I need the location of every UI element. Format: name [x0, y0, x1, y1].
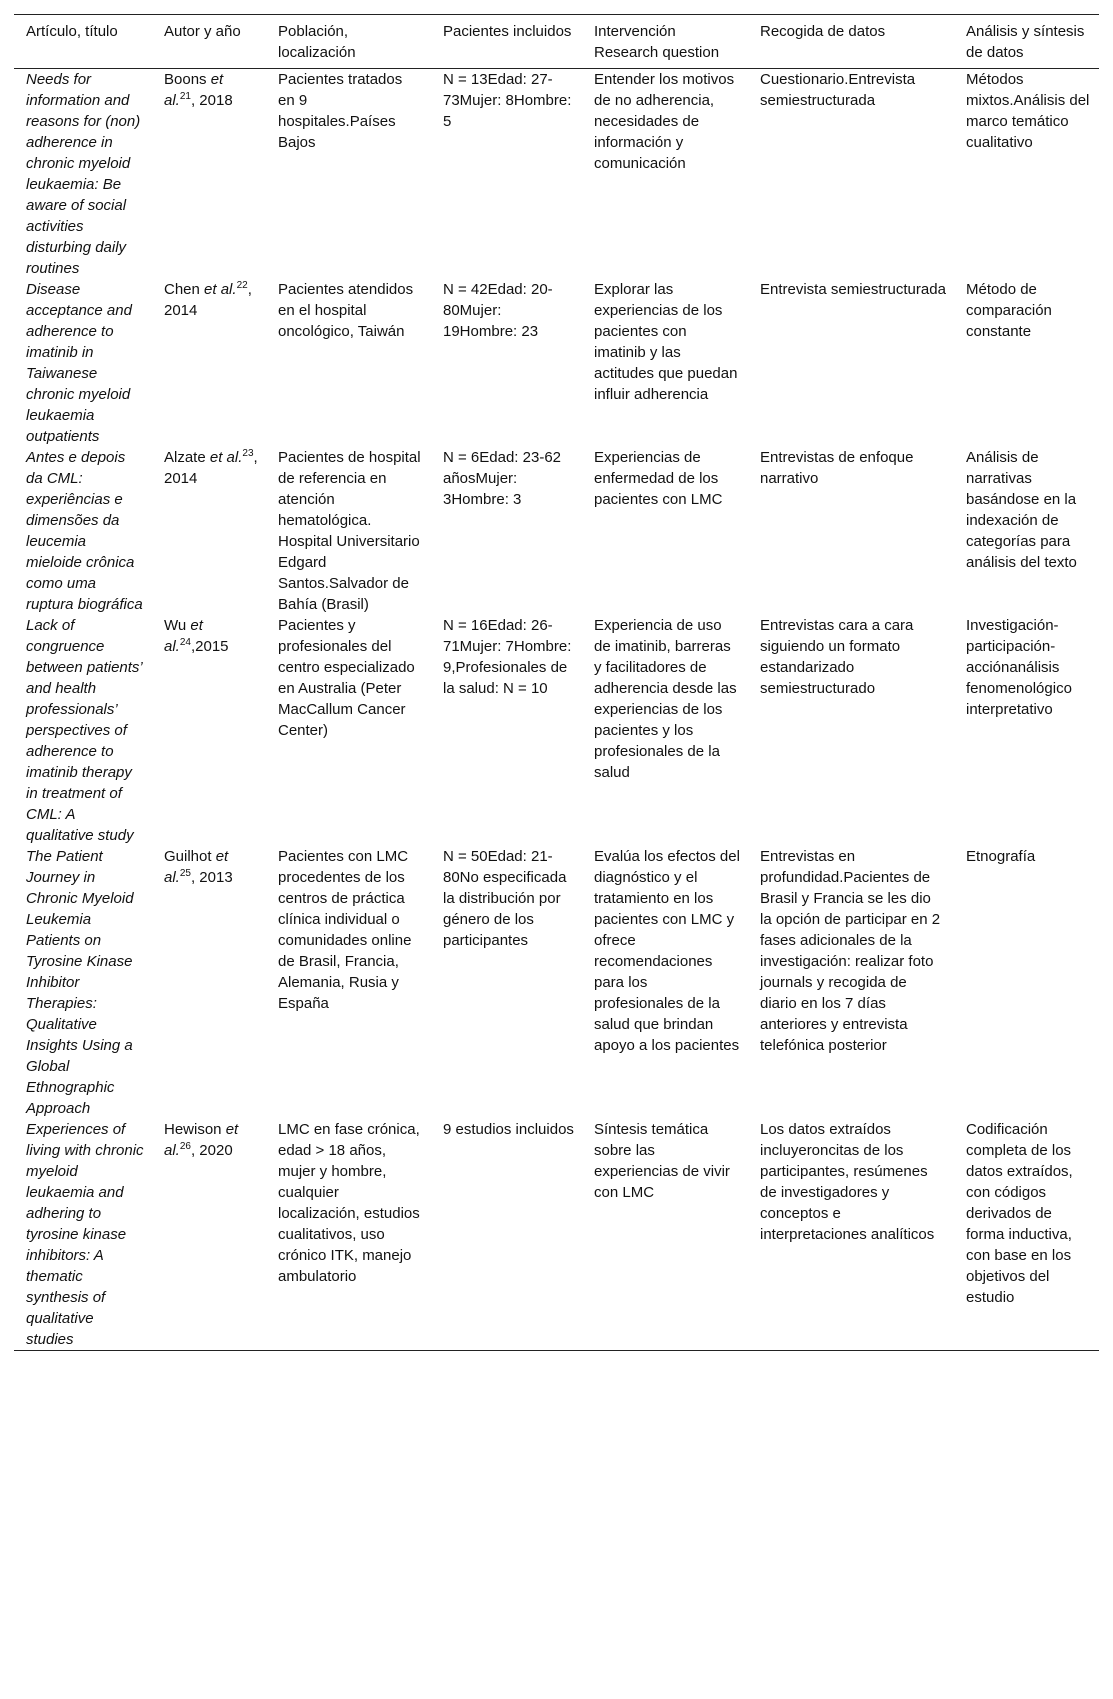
author-etal: et al. — [209, 449, 243, 466]
cell-data-collection: Entrevistas de enfoque narrativo — [760, 449, 914, 487]
cell-analysis: Método de comparación constante — [966, 281, 1052, 340]
cell-analysis: Métodos mixtos.Análisis del marco temático cualitativo — [966, 71, 1090, 151]
author-name: Chen — [164, 281, 200, 298]
table-row — [14, 69, 1099, 280]
cell-title: The Patient Journey in Chronic Myeloid Leukemia Patients on Tyrosine Kinase Inhibitor Therapies: Qualitative Insights Using a Global Ethnographic Approach — [26, 848, 134, 1117]
author-name: Wu — [164, 617, 187, 634]
studies-table-container — [14, 14, 1099, 1351]
table-row — [14, 1119, 1099, 1351]
author-name: Guilhot — [164, 848, 212, 865]
header-article-title: Artículo, título — [26, 23, 118, 40]
cell-population: Pacientes con LMC procedentes de los centros de práctica clínica individual o comunidades online de Brasil, Francia, Alemania, Rusia y España — [278, 848, 412, 1012]
cell-intervention: Experiencias de enfermedad de los pacientes con LMC — [594, 449, 723, 508]
reference-number: 25 — [179, 868, 191, 879]
cell-population: LMC en fase crónica, edad > 18 años, mujer y hombre, cualquier localización, estudios cualitativos, uso crónico ITK, manejo ambulatorio — [278, 1121, 420, 1285]
reference-number: 24 — [179, 637, 191, 648]
cell-population: Pacientes y profesionales del centro especializado en Australia (Peter MacCallum Cancer Center) — [278, 617, 415, 739]
cell-patients: N = 6Edad: 23-62 añosMujer: 3Hombre: 3 — [443, 449, 562, 508]
cell-patients: 9 estudios incluidos — [443, 1121, 574, 1138]
reference-number: 26 — [179, 1141, 191, 1152]
cell-data-collection: Entrevistas en profundidad.Pacientes de Brasil y Francia se les dio la opción de participar en 2 fases adicionales de la investigación: realizar foto journals y recogida de diario en los 7 días anteriores y entrevista telefónica posterior — [760, 848, 941, 1054]
cell-analysis: Etnografía — [966, 848, 1036, 865]
author-name: Hewison — [164, 1121, 222, 1138]
cell-patients: N = 16Edad: 26-71Mujer: 7Hombre: 9,Profesionales de la salud: N = 10 — [443, 617, 572, 697]
cell-data-collection: Los datos extraídos incluyeroncitas de los participantes, resúmenes de investigadores y conceptos e interpretaciones analíticos — [760, 1121, 935, 1243]
cell-title: Needs for information and reasons for (non) adherence in chronic myeloid leukaemia: Be aware of social activities disturbing daily routines — [26, 71, 141, 277]
cell-title: Lack of congruence between patients’ and health professionals’ perspectives of adherence to imatinib therapy in treatment of CML: A qualitative study — [26, 617, 142, 844]
table-row — [14, 447, 1099, 615]
header-intervention: Intervención Research question — [594, 23, 720, 61]
table-row — [14, 615, 1099, 846]
header-patients: Pacientes incluidos — [443, 23, 572, 40]
cell-population: Pacientes tratados en 9 hospitales.Países Bajos — [278, 71, 403, 151]
cell-author — [152, 615, 266, 846]
cell-analysis: Codificación completa de los datos extraídos, con códigos derivados de forma inductiva, con base en los objetivos del estudio — [966, 1121, 1073, 1306]
author-year: , 2014 — [164, 281, 252, 319]
cell-author — [152, 447, 266, 615]
header-data-collection: Recogida de datos — [760, 23, 886, 40]
author-etal: et al. — [164, 848, 229, 886]
cell-patients: N = 42Edad: 20-80Mujer: 19Hombre: 23 — [443, 281, 553, 340]
cell-analysis: Análisis de narrativas basándose en la indexación de categorías para análisis del texto — [966, 449, 1077, 571]
studies-table — [14, 14, 1099, 1351]
table-row — [14, 279, 1099, 447]
author-etal: et al. — [164, 1121, 239, 1159]
cell-author — [152, 846, 266, 1119]
author-etal: et al. — [204, 281, 237, 298]
cell-author — [152, 1119, 266, 1351]
table-header-row — [14, 15, 1099, 69]
cell-title: Antes e depois da CML: experiências e dimensões da leucemia mieloide crônica como uma ruptura biográfica — [26, 449, 143, 613]
header-analysis: Análisis y síntesis de datos — [966, 23, 1085, 61]
cell-intervention: Entender los motivos de no adherencia, necesidades de información y comunicación — [594, 71, 735, 172]
cell-data-collection: Entrevista semiestructurada — [760, 281, 946, 298]
cell-intervention: Evalúa los efectos del diagnóstico y el tratamiento en los pacientes con LMC y ofrece recomendaciones para los profesionales de la salud que brindan apoyo a los pacientes — [594, 848, 740, 1054]
cell-patients: N = 13Edad: 27-73Mujer: 8Hombre: 5 — [443, 71, 572, 130]
cell-analysis: Investigación-participación-acciónanálisis fenomenológico interpretativo — [966, 617, 1072, 718]
cell-author — [152, 279, 266, 447]
author-year: ,2015 — [190, 638, 229, 655]
author-etal: et al. — [164, 617, 203, 655]
author-year: , 2014 — [164, 449, 258, 487]
reference-number: 23 — [242, 448, 254, 459]
cell-population: Pacientes de hospital de referencia en atención hematológica. Hospital Universitario Edgard Santos.Salvador de Bahía (Brasil) — [278, 449, 421, 613]
author-name: Boons — [164, 71, 207, 88]
author-year: , 2020 — [190, 1142, 233, 1159]
cell-title: Disease acceptance and adherence to imatinib in Taiwanese chronic myeloid leukaemia outpatients — [26, 281, 132, 445]
cell-intervention: Explorar las experiencias de los pacientes con imatinib y las actitudes que puedan influir adherencia — [594, 281, 738, 403]
cell-data-collection: Entrevistas cara a cara siguiendo un formato estandarizado semiestructurado — [760, 617, 914, 697]
cell-data-collection: Cuestionario.Entrevista semiestructurada — [760, 71, 916, 109]
cell-patients: N = 50Edad: 21-80No especificada la distribución por género de los participantes — [443, 848, 567, 949]
author-etal: et al. — [164, 71, 224, 109]
author-year: , 2018 — [190, 92, 233, 109]
header-population: Población, localización — [278, 23, 356, 61]
table-row — [14, 846, 1099, 1119]
reference-number: 21 — [179, 91, 191, 102]
cell-population: Pacientes atendidos en el hospital oncológico, Taiwán — [278, 281, 414, 340]
cell-author — [152, 69, 266, 280]
author-name: Alzate — [164, 449, 206, 466]
cell-intervention: Experiencia de uso de imatinib, barreras y facilitadores de adherencia desde las experiencias de los pacientes y los profesionales de la salud — [594, 617, 737, 781]
reference-number: 22 — [236, 280, 248, 291]
cell-title: Experiences of living with chronic myeloid leukaemia and adhering to tyrosine kinase inhibitors: A thematic synthesis of qualitative studies — [26, 1121, 144, 1348]
author-year: , 2013 — [190, 869, 233, 886]
header-author-year: Autor y año — [164, 23, 241, 40]
cell-intervention: Síntesis temática sobre las experiencias de vivir con LMC — [594, 1121, 730, 1201]
